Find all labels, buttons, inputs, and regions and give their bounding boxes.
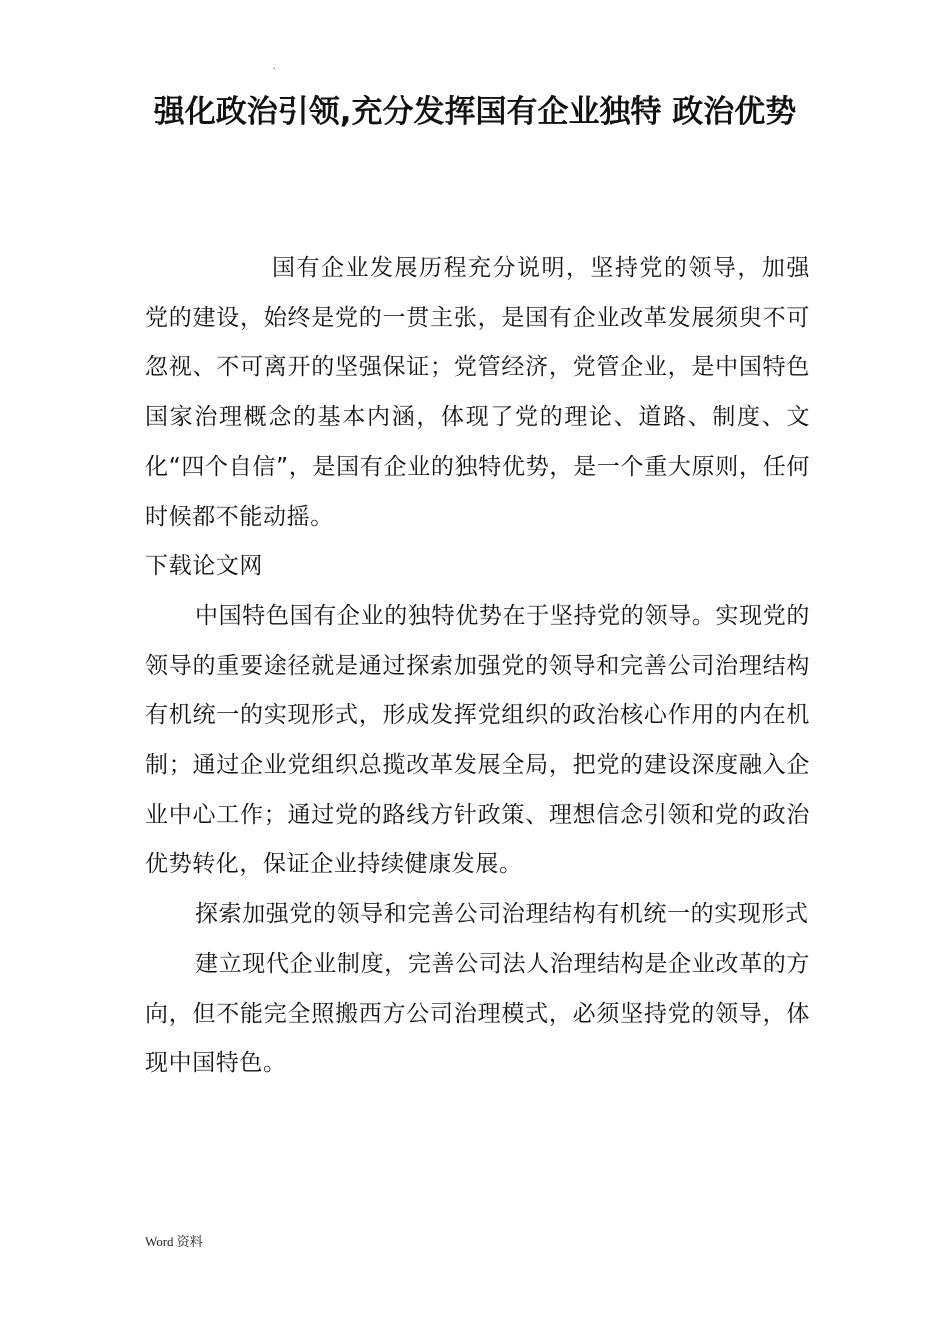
paragraph-advantage: 中国特色国有企业的独特优势在于坚持党的领导。实现党的领导的重要途径就是通过探索加强党的领导和完善公司治理结构有机统一的实现形式，形成发挥党组织的政治核心作用的内在机制；通过企业党组织总揽改革发展全局，把党的建设深度融入企业中心工作；通过党的路线方针政策、理想信念引领和党的政治优势转化，保证企业持续健康发展。 [145, 602, 810, 878]
document-body [145, 244, 810, 1089]
document-title: 强化政治引领,充分发挥国有企业独特 政治优势 [153, 94, 797, 130]
paragraph-modern-enterprise: 建立现代企业制度，完善公司法人治理结构是企业改革的方向，但不能完全照搬西方公司治理模式，必须坚持党的领导，体现中国特色。 [145, 950, 810, 1077]
paragraph-intro: 国有企业发展历程充分说明，坚持党的领导，加强党的建设，始终是党的一贯主张，是国有企业改革发展须臾不可忽视、不可离开的坚强保证；党管经济，党管企业，是中国特色国家治理概念的基本内涵，体现了党的理论、道路、制度、文化“四个自信”，是国有企业的独特优势，是一个重大原则，任何时候都不能动摇。 [145, 255, 810, 530]
paragraph-source-note: 下载论文网 [145, 553, 263, 580]
page-footer: Word 资料 [145, 1234, 203, 1249]
section-heading: 探索加强党的领导和完善公司治理结构有机统一的实现形式 [195, 901, 809, 928]
header-mark: . [273, 61, 276, 72]
